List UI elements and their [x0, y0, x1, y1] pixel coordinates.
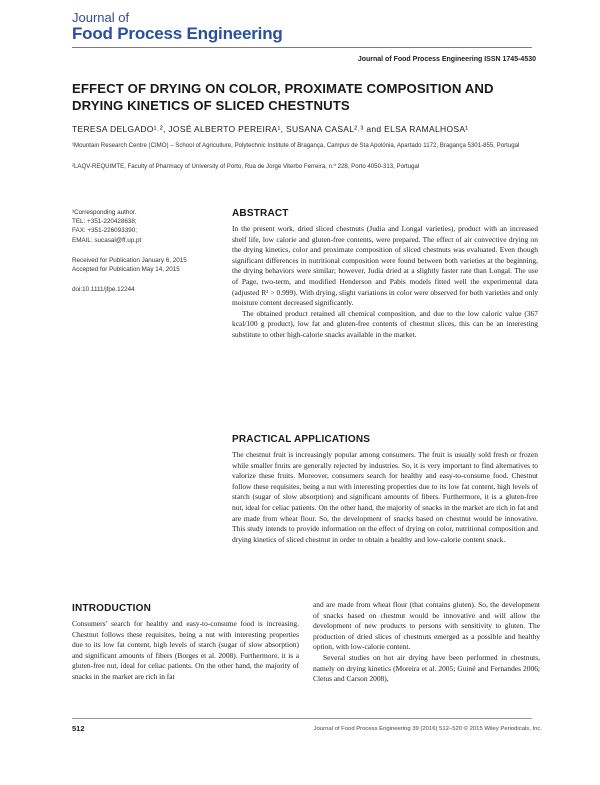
received-date: Received for Publication January 6, 2015: [72, 257, 187, 264]
introduction-col1-paragraph: Consumers’ search for healthy and easy-to-consume food is increasing. Chestnut follows these requisites, being a nut with interesting properties due to its low fat content, high levels of starch (sugar of slow absorption) and significant amounts of fibers (Borges et al. 2008). Furthermore, it is a gluten-free nut, ideal for celiac patients. On the other hand, the majority of snacks in the market are rich in fat: [72, 619, 299, 681]
journal-name-line1: Journal of: [72, 10, 130, 25]
corresponding-author-label: ³Corresponding author.: [72, 209, 137, 216]
accepted-date: Accepted for Publication May 14, 2015: [72, 266, 180, 274]
affiliation-2: ²LAQV-REQUIMTE, Faculty of Pharmacy of University of Porto, Rua de Jorge Viterbo Ferreira, n.º 228, Porto 4050-313, Portugal: [72, 163, 420, 170]
footer-citation: Journal of Food Process Engineering 39 (2016) 512–520 © 2015 Wiley Periodicals, Inc.: [313, 726, 542, 732]
header-divider: [72, 47, 532, 48]
introduction-column-1: [72, 619, 299, 683]
page-number: 512: [72, 724, 85, 733]
corresponding-author-block: [72, 208, 222, 245]
abstract-heading: ABSTRACT: [232, 208, 289, 219]
practical-applications-paragraph: The chestnut fruit is increasingly popular among consumers. The fruit is usually sold fresh or frozen while smaller fruits are generally rejected by industries. So, it is very important to find alternatives to valorize these fruits. Moreover, consumers search for healthy and easy-to-consume food. Chestnut follow these requisites, being a nut with interesting properties due to its low fat content, high levels of starch (sugar of slow absorption) and significant amounts of fibers. Furthermore, it is a gluten-free nut, ideal for celiac patients. On the other hand, the majority of snacks in the market are rich in fat and are made from wheat flour. So, the development of snacks based on chestnut would be innovative. This study intends to provide information on the effect of drying on color, nutritional composition and drying kinetics of sliced chestnut in order to obtain a healthy and low-calorie content snack.: [232, 450, 538, 544]
corresponding-author-fax: FAX: +351-226093390;: [72, 227, 137, 235]
affiliation-1: ¹Mountain Research Centre (CIMO) – School of Agriculture, Polytechnic Institute of Bragança, Campus de Sta Apolónia, Apartado 1172, Bragança 5301-855, Portugal: [72, 142, 520, 149]
abstract-paragraph-2: The obtained product retained all chemical composition, and due to the low caloric value (367 kcal/100 g product), low fat and gluten-free contents of chestnut slices, this can be an interesting substitute to other high-calorie snacks available in the market.: [232, 308, 538, 339]
article-authors: TERESA DELGADO¹˒², JOSÉ ALBERTO PEREIRA¹, SUSANA CASAL²˒³ and ELSA RAMALHOSA¹: [72, 124, 469, 134]
abstract-text: [232, 224, 538, 341]
introduction-heading: INTRODUCTION: [72, 603, 152, 614]
practical-applications-text: [232, 450, 538, 545]
journal-issn: Journal of Food Process Engineering ISSN 1745-4530: [357, 56, 536, 63]
publication-dates: [72, 256, 222, 274]
journal-name-line2: Food Process Engineering: [72, 24, 283, 43]
doi-link[interactable]: doi:10.1111/jfpe.12244: [72, 286, 135, 293]
corresponding-author-tel: TEL: +351-220428638;: [72, 218, 137, 226]
footer-divider: [72, 718, 532, 719]
abstract-paragraph-1: In the present work, dried sliced chestnuts (Judia and Longal varieties), product with an increased shelf life, low calorie and gluten-free contents, were prepared. The effect of air convective drying on the drying kinetics, color and proximate composition of sliced chestnuts was evaluated. Even though significant differences in nutritional composition were found between both varieties at the beginning, the drying behaviors were similar; however, Judia dried at a slightly faster rate than Longal. The use of Page, two-term, and modified Henderson and Pabis models fitted well the experimental data (adjusted R² > 0.999). With drying, slight variations in color were observed for both varieties and only moisture content decreased significantly.: [232, 224, 538, 308]
corresponding-author-email[interactable]: EMAIL: sucasal@ff.up.pt: [72, 236, 142, 244]
article-title: EFFECT OF DRYING ON COLOR, PROXIMATE COMPOSITION AND DRYING KINETICS OF SLICED CHESTNUTS: [72, 81, 494, 113]
introduction-column-2: [313, 600, 540, 685]
practical-applications-heading: PRACTICAL APPLICATIONS: [232, 434, 371, 445]
introduction-col2-paragraph-1: and are made from wheat flour (that contains gluten). So, the development of snacks based on chestnut would be innovative and will allow the development of new products to persons with sensitivity to gluten. The production of dried slices of chestnuts emerged as a possible and healthy option, with low-calorie content.: [313, 600, 540, 652]
introduction-col2-paragraph-2: Several studies on hot air drying have been performed in chestnuts, namely on drying kinetics (Moreira et al. 2005; Guiné and Fernandes 2006; Cletus and Carson 2008),: [313, 652, 540, 684]
